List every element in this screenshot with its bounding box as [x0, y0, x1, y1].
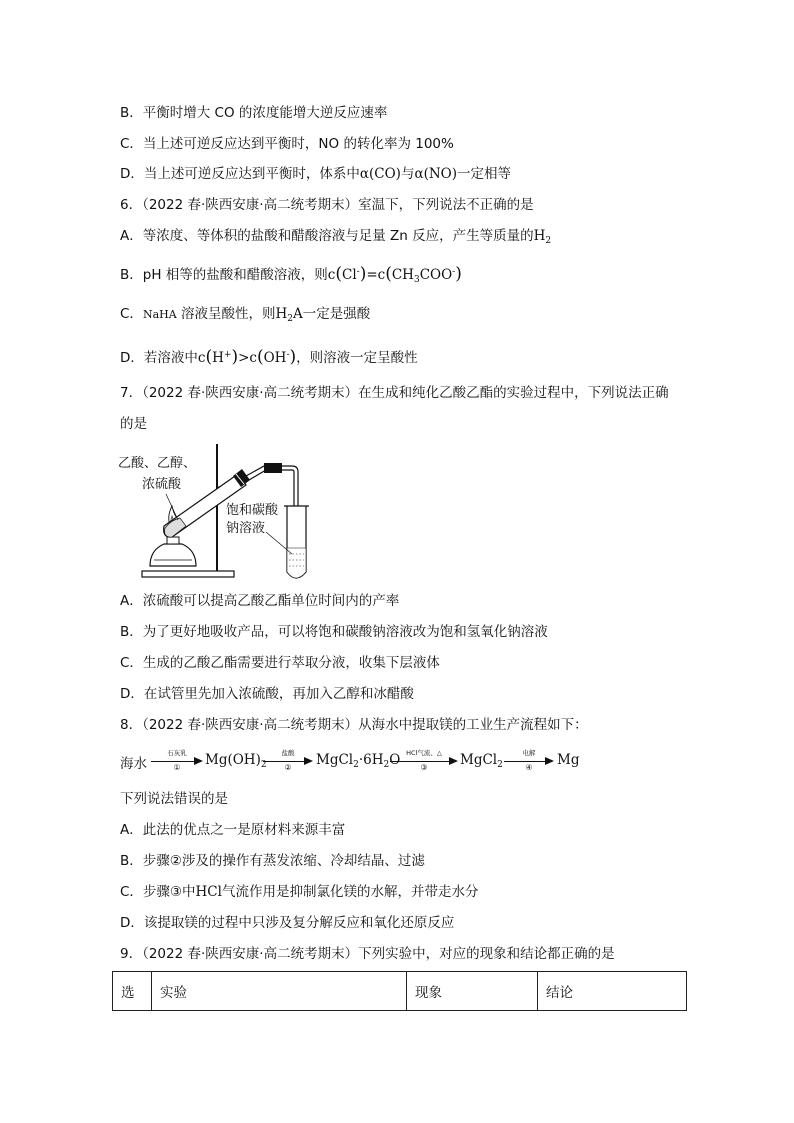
- flow-seawater: 海水: [120, 756, 147, 772]
- q8-option-a: A．此法的优点之一是原材料来源丰富: [120, 822, 346, 838]
- q7-stem-line2: 的是: [120, 416, 147, 432]
- stand-base: [142, 571, 234, 577]
- col-header-conclusion: 结论: [538, 972, 687, 1011]
- label-reagents-2: 浓硫酸: [142, 477, 182, 492]
- q6-option-d: D．若溶液中c(H+)>c(OH-)，则溶液一定呈酸性: [120, 347, 418, 367]
- label-reagents-1: 乙酸、乙醇、: [118, 456, 197, 471]
- col-header-option: 选: [113, 972, 152, 1011]
- label-solution-2: 钠溶液: [226, 521, 266, 536]
- q6-option-a: A．等浓度、等体积的盐酸和醋酸溶液与足量 Zn 反应，产生等质量的$H_2$: [120, 228, 552, 246]
- q7-option-d: D．在试管里先加入浓硫酸，再加入乙醇和冰醋酸: [120, 686, 414, 702]
- flow-mgoh2: $Mg(OH)_2$: [205, 752, 267, 770]
- q8-stem: 8．（2022 春·陕西安康·高二统考期末）从海水中提取镁的工业生产流程如下：: [120, 717, 588, 733]
- alpha-no: α(NO): [414, 166, 457, 182]
- q9-stem: 9．（2022 春·陕西安康·高二统考期末）下列实验中，对应的现象和结论都正确的是: [120, 946, 615, 962]
- flow-mgcl2-hydrate: $MgCl_2\cdot 6H_2O$: [316, 752, 401, 770]
- q5-option-d: D．当上述可逆反应达到平衡时，体系中α(CO)与α(NO)一定相等: [120, 166, 511, 182]
- q8-option-d: D．该提取镁的过程中只涉及复分解反应和氧化还原反应: [120, 915, 455, 931]
- ester-apparatus-figure: [116, 438, 336, 584]
- table-header-row: [113, 972, 687, 1011]
- q7-stem-line1: 7．（2022 春·陕西安康·高二统考期末）在生成和纯化乙酸乙酯的实验过程中，下列说法正确: [120, 385, 669, 401]
- q7-option-b: B．为了更好地吸收产品，可以将饱和碳酸钠溶液改为饱和氢氧化钠溶液: [120, 624, 548, 640]
- q6-option-b: B．pH 相等的盐酸和醋酸溶液，则$c(Cl^-)=c(CH_3COO^-)$: [120, 264, 462, 285]
- flow-mgcl2: MgCl$_2$: [460, 752, 503, 770]
- flow-mg: Mg: [557, 752, 580, 768]
- flow-arrow-3: HCl气流、△ ③: [390, 750, 458, 774]
- col-header-phenomenon: 现象: [407, 972, 538, 1011]
- q6-option-c: C．NaHA 溶液呈酸性，则$H_2A$一定是强酸: [120, 306, 371, 324]
- flow-arrow-2: 盐酸 ②: [263, 750, 313, 774]
- q7-option-c: C．生成的乙酸乙酯需要进行萃取分液，收集下层液体: [120, 655, 440, 671]
- q7-option-a: A．浓硫酸可以提高乙酸乙酯单位时间内的产率: [120, 593, 400, 609]
- q8-lead: 下列说法错误的是: [120, 791, 228, 807]
- receiving-tube: [284, 506, 309, 578]
- col-header-experiment: 实验: [152, 972, 407, 1011]
- flow-arrow-4: 电解 ④: [504, 750, 554, 774]
- q5-option-c: C．当上述可逆反应达到平衡时，NO 的转化率为 100%: [120, 136, 454, 152]
- q8-option-c: C．步骤③中HCl气流作用是抑制氯化镁的水解，并带走水分: [120, 884, 479, 900]
- q9-table: [112, 971, 687, 1011]
- flow-arrow-1: 石灰乳 ①: [151, 750, 203, 774]
- alpha-co: α(CO): [359, 166, 401, 182]
- q5-option-b: B．平衡时增大 CO 的浓度能增大逆反应速率: [120, 105, 388, 121]
- q8-option-b: B．步骤②涉及的操作有蒸发浓缩、冷却结晶、过滤: [120, 853, 425, 869]
- label-solution-1: 饱和碳酸: [226, 503, 279, 518]
- q6-stem: 6．（2022 春·陕西安康·高二统考期末）室温下，下列说法不正确的是: [120, 197, 534, 213]
